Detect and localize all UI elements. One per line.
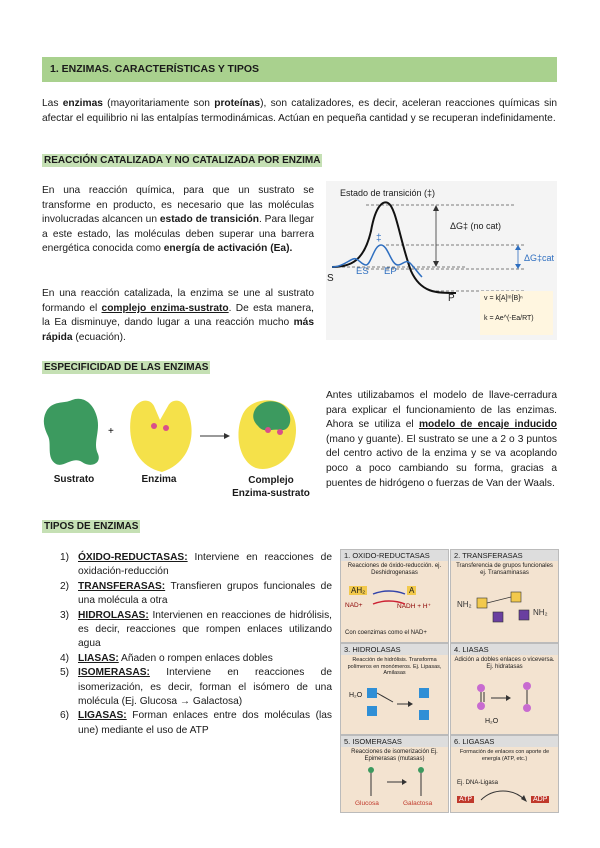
text-run: (mano y guante). El sustrato se une a 2 o 3 puntos del centro activo de la enzima y se va acoplando poco a poco cambiando su forma, gracias a puentes de hidrógeno o fuerzas de Van der Waals. — [326, 433, 557, 489]
enzyme-type-number: 3) — [60, 609, 70, 621]
catalysis-paragraph-1 — [42, 184, 314, 257]
tr-nh2-left: NH₂ — [457, 600, 472, 609]
text-run: . De esta manera, la Ea disminuye, dando lugar a una reacción mucho — [42, 302, 314, 329]
enzyme-type-description: Intervienen en reacciones de hidrólisis, es decir, reacciones que rompen enlaces utilizando agua — [78, 609, 332, 650]
specificity-paragraph — [326, 389, 557, 491]
text-run: (mayoritariamente son — [102, 98, 215, 109]
dagger-label: ‡ — [376, 233, 382, 244]
panel-oxidoreductases-title: 1. OXIDO-REDUCTASAS — [341, 550, 448, 561]
transition-state-label: Estado de transición (‡) — [340, 188, 436, 198]
enzyme-type-description: Forman enlaces entre dos moléculas (las une) mediante el uso de ATP — [78, 710, 332, 736]
label-substrate: Sustrato — [53, 474, 95, 485]
panel-hydrolases-sub: Reacción de hidrólisis. Transforma polímeros en monómeros. Ej. Lipasas, Amilasas — [347, 657, 442, 676]
lig-adp: ADP — [533, 796, 548, 803]
lig-example: Ej. DNA-Ligasa — [457, 780, 499, 786]
lig-atp: ATP — [459, 796, 473, 803]
enzyme-type-description: Interviene en reacciones de isomerización, es decir, forman el isómero de una molécula (Ej. Glucosa → Galactosa) — [78, 667, 332, 708]
panel-isomerases — [340, 735, 449, 813]
enzyme-type-item — [60, 652, 332, 666]
plus-sign: + — [108, 426, 114, 437]
ox-ah2: AH₂ — [351, 586, 366, 595]
enzyme-type-name: LIGASAS: — [78, 710, 127, 722]
enzyme-type-name: ISOMERASAS: — [78, 667, 150, 679]
enzyme-type-number: 1) — [60, 552, 70, 563]
ox-footnote: Con coenzimas como el NAD+ — [345, 630, 427, 636]
enzyme-type-number: 6) — [60, 710, 70, 722]
panel-transferases-title: 2. TRANSFERASAS — [451, 550, 558, 561]
text-run: En una reacción química, para que un sustrato se transforme en producto, es necesario que las moléculas involucradas alcancen un — [42, 185, 314, 226]
iso-glucose: Glucosa — [355, 800, 379, 807]
enzyme-types-list — [60, 551, 332, 738]
text-run: enzimas — [62, 98, 103, 109]
panel-lyases-title: 4. LIASAS — [451, 644, 558, 655]
text-run: . Para llegar a este estado, las moléculas deben superar una barrera energética conocida como — [42, 214, 314, 255]
text-run: complejo enzima-sustrato — [101, 302, 229, 314]
enzyme-type-item — [60, 580, 332, 609]
uncatalyzed-curve — [332, 202, 456, 293]
enzyme-type-description: Transfieren grupos funcionales de una molécula a otra — [78, 580, 332, 607]
enzyme-type-number: 5) — [60, 667, 70, 679]
text-run: Las — [42, 98, 63, 109]
enzyme-type-description: Añaden o rompen enlaces dobles — [118, 652, 273, 664]
panel-hydrolases — [340, 643, 449, 735]
lig-arrow — [479, 786, 529, 808]
ly-h2o: H₂O — [485, 718, 499, 725]
enzyme-type-item — [60, 551, 332, 580]
catalysis-paragraph-2 — [42, 287, 314, 345]
enzyme-type-description: Interviene en reacciones de oxidación-reducción — [78, 552, 332, 578]
enzyme-type-number: 4) — [60, 652, 70, 664]
ox-a: A — [409, 586, 415, 595]
ox-nad: NAD+ — [345, 602, 363, 609]
panel-lyases — [450, 643, 559, 735]
enzyme-shape — [130, 401, 191, 472]
heading-catalyzed-reaction: REACCIÓN CATALIZADA Y NO CATALIZADA POR ENZIMA — [44, 155, 321, 166]
panel-lyases-sub: Adición a dobles enlaces o viceversa. Ej. hidratasas — [454, 657, 555, 670]
heading-specificity: ESPECIFICIDAD DE LAS ENZIMAS — [44, 362, 209, 373]
dg-uncatalyzed-label: ΔG‡ (no cat) — [450, 221, 502, 231]
ep-label: EP — [384, 266, 397, 277]
enzyme-type-item — [60, 709, 332, 738]
panel-oxidoreductases — [340, 549, 449, 643]
ox-nadh: NADH + H⁺ — [397, 603, 431, 610]
product-label: P — [448, 293, 455, 304]
iso-molecules — [351, 764, 441, 800]
panel-oxidoreductases-sub: Reacciones de óxido-reducción. ej. Deshidrogenasas — [347, 563, 442, 576]
text-run: energía de activación (Ea). — [163, 243, 293, 255]
text-run: ), son catalizadores, es decir, aceleran reacciones químicas sin afectar el equilibrio ni las entalpías termodinámicas. Actúan en pequeña cantidad y se recuperan indefinidamente. — [42, 98, 557, 124]
enzyme-type-name: LIASAS: — [78, 652, 119, 664]
enzyme-type-name: HIDROLASAS: — [78, 609, 149, 621]
panel-transferases — [450, 549, 559, 643]
enzyme-classes-grid — [340, 549, 558, 811]
panel-transferases-sub: Transferencia de grupos funcionales ej. Transaminasas — [456, 563, 553, 576]
induced-fit-illustration — [42, 392, 317, 507]
panel-ligases — [450, 735, 559, 813]
text-run: estado de transición — [159, 214, 259, 226]
es-label: ES — [356, 266, 369, 277]
text-run: más rápida — [42, 317, 314, 343]
panel-ligases-sub: Formación de enlaces con aporte de energía (ATP, etc.) — [459, 749, 550, 762]
panel-isomerases-sub: Reacciones de isomerización Ej. Epimerasas (mutasas) — [351, 749, 438, 762]
hy-h2o: H₂O — [349, 692, 363, 699]
energy-diagram — [326, 181, 557, 340]
tr-molecules — [475, 590, 535, 624]
enzyme-type-item — [60, 666, 332, 709]
panel-isomerases-title: 5. ISOMERASAS — [341, 736, 448, 747]
arrhenius-equation: k = Ae^(-Ea/RT) — [484, 315, 534, 322]
hy-molecules — [363, 684, 443, 726]
substrate-label: S — [327, 273, 334, 284]
label-complex: Complejo Enzima-sustrato — [232, 475, 310, 499]
section-title-banner — [42, 57, 557, 82]
label-enzyme: Enzima — [141, 474, 177, 485]
enzyme-type-name: ÓXIDO-REDUCTASAS: — [78, 552, 188, 563]
induced-fit-svg — [42, 392, 317, 482]
section-title: 1. ENZIMAS. CARACTERÍSTICAS Y TIPOS — [50, 63, 260, 75]
panel-hydrolases-title: 3. HIDROLASAS — [341, 644, 448, 655]
ox-arrows — [371, 588, 407, 608]
rate-equation: v = k[A]ᵐ[B]ⁿ — [484, 295, 523, 302]
enzyme-type-number: 2) — [60, 580, 70, 592]
text-run: Antes utilizabamos el modelo de llave-cerradura para explicar el funcionamiento de las enzimas. Ahora se utiliza el — [326, 390, 557, 431]
text-run: En una reacción catalizada, la enzima se une al sustrato formando el — [42, 288, 314, 314]
text-run: (ecuación). — [72, 331, 126, 343]
intro-paragraph — [42, 97, 557, 126]
text-run: proteínas — [214, 98, 261, 109]
panel-ligases-title: 6. LIGASAS — [451, 736, 558, 747]
dg-catalyzed-label: ΔG‡cat — [524, 253, 555, 263]
iso-galactose: Galactosa — [403, 800, 433, 807]
enzyme-type-name: TRANSFERASAS: — [78, 580, 166, 592]
tr-nh2-right: NH₂ — [533, 608, 548, 617]
substrate-shape — [44, 399, 99, 465]
heading-enzyme-types: TIPOS DE ENZIMAS — [44, 521, 139, 532]
ly-molecules — [461, 678, 551, 726]
enzyme-type-item — [60, 609, 332, 652]
text-run: modelo de encaje inducido — [418, 419, 557, 431]
